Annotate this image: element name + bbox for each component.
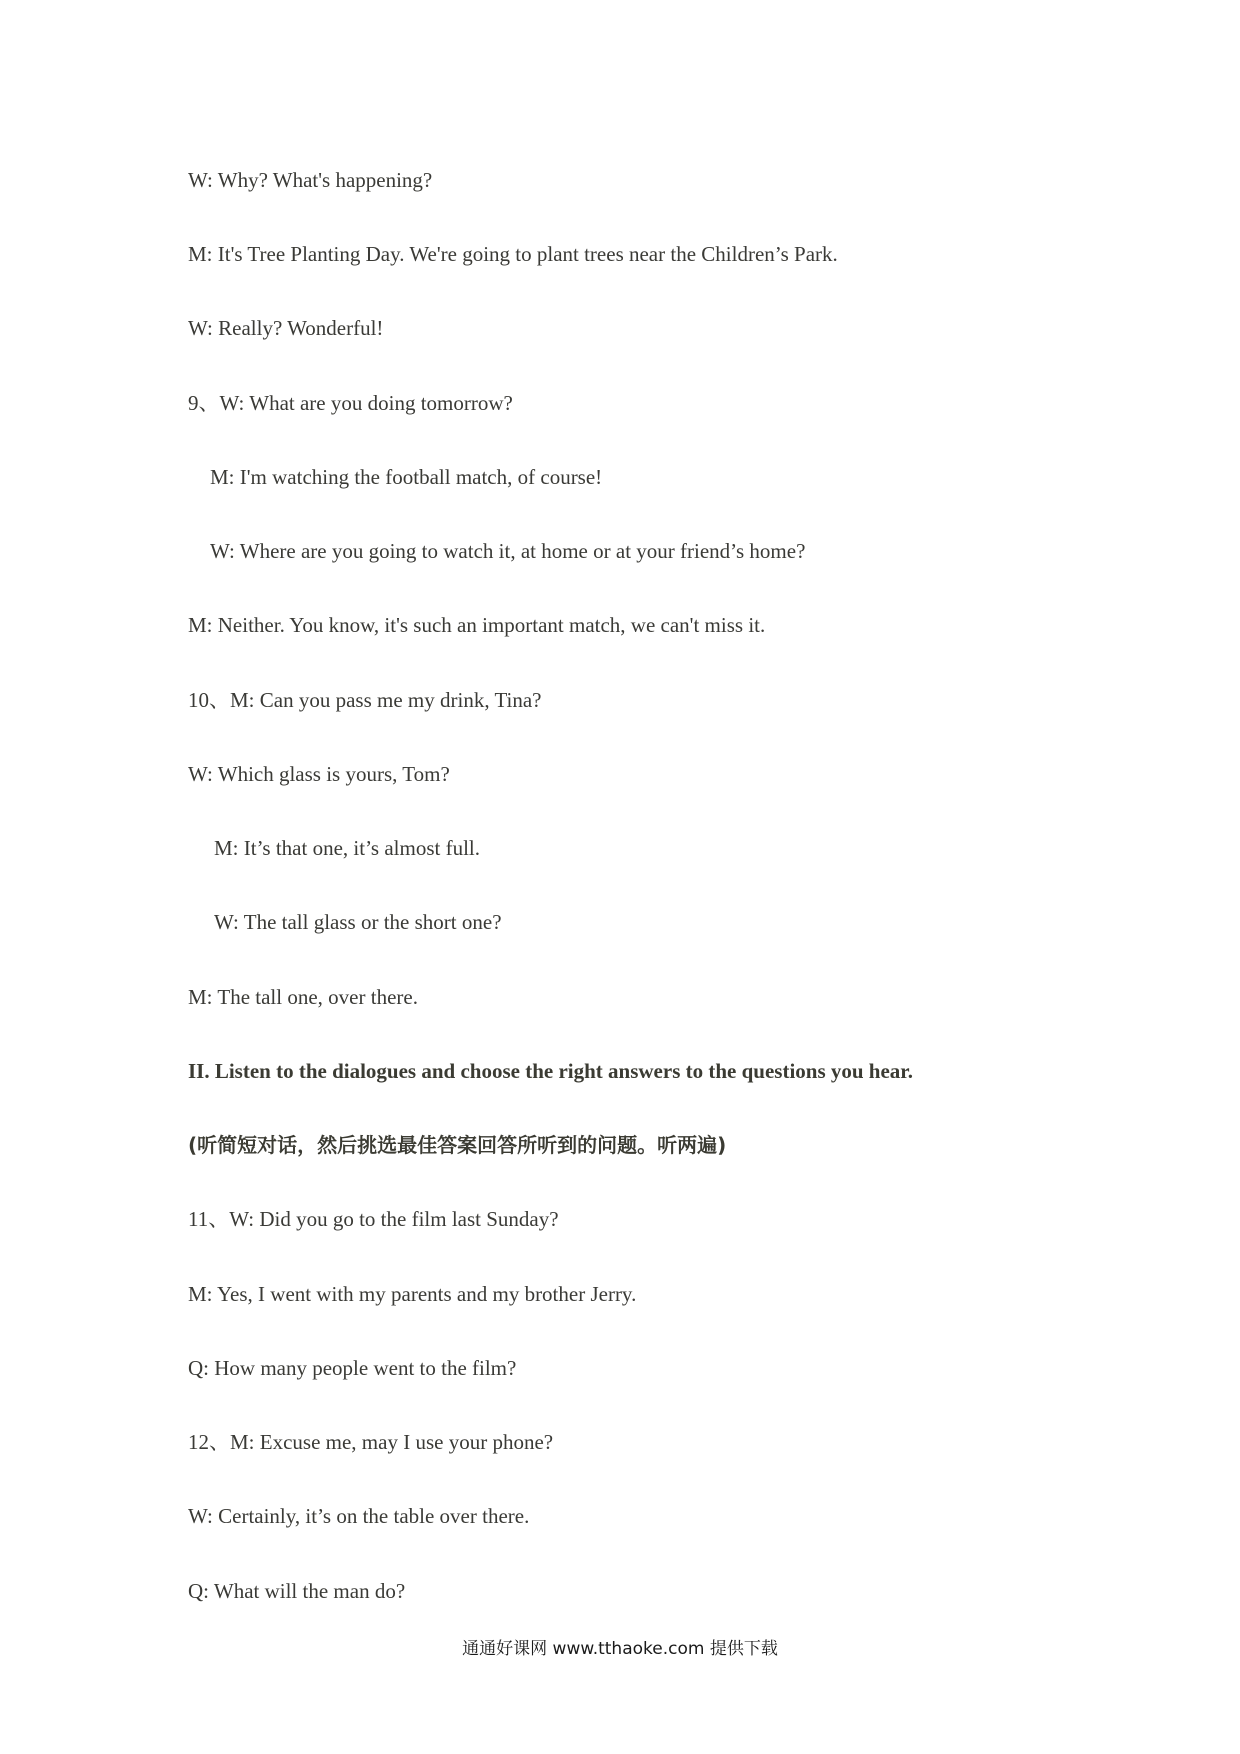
dialogue-line: 10、M: Can you pass me my drink, Tina? bbox=[188, 688, 542, 712]
dialogue-line: 12、M: Excuse me, may I use your phone? bbox=[188, 1430, 554, 1454]
page-footer: 通通好课网 www.tthaoke.com 提供下载 bbox=[462, 1639, 778, 1659]
dialogue-line: W: Certainly, it’s on the table over there. bbox=[188, 1504, 530, 1528]
dialogue-line: W: Where are you going to watch it, at home or at your friend’s home? bbox=[210, 539, 806, 563]
dialogue-line: M: The tall one, over there. bbox=[188, 985, 418, 1009]
dialogue-line: W: Which glass is yours, Tom? bbox=[188, 762, 450, 786]
section-heading: II. Listen to the dialogues and choose the right answers to the questions you hear. bbox=[188, 1059, 913, 1083]
dialogue-line: M: It's Tree Planting Day. We're going to plant trees near the Children’s Park. bbox=[188, 242, 838, 266]
dialogue-line: W: Why? What's happening? bbox=[188, 168, 433, 192]
dialogue-line: W: Really? Wonderful! bbox=[188, 316, 384, 340]
dialogue-line: 11、W: Did you go to the film last Sunday? bbox=[188, 1207, 559, 1231]
dialogue-line: 9、W: What are you doing tomorrow? bbox=[188, 391, 513, 415]
dialogue-line: M: Yes, I went with my parents and my brother Jerry. bbox=[188, 1282, 637, 1306]
dialogue-line: M: It’s that one, it’s almost full. bbox=[214, 836, 480, 860]
question-line: Q: How many people went to the film? bbox=[188, 1356, 517, 1380]
section-instruction: (听简短对话，然后挑选最佳答案回答所听到的问题。听两遍) bbox=[188, 1133, 727, 1157]
question-line: Q: What will the man do? bbox=[188, 1579, 406, 1603]
dialogue-line: W: The tall glass or the short one? bbox=[214, 910, 502, 934]
dialogue-line: M: I'm watching the football match, of course! bbox=[210, 465, 603, 489]
dialogue-line: M: Neither. You know, it's such an important match, we can't miss it. bbox=[188, 613, 766, 637]
